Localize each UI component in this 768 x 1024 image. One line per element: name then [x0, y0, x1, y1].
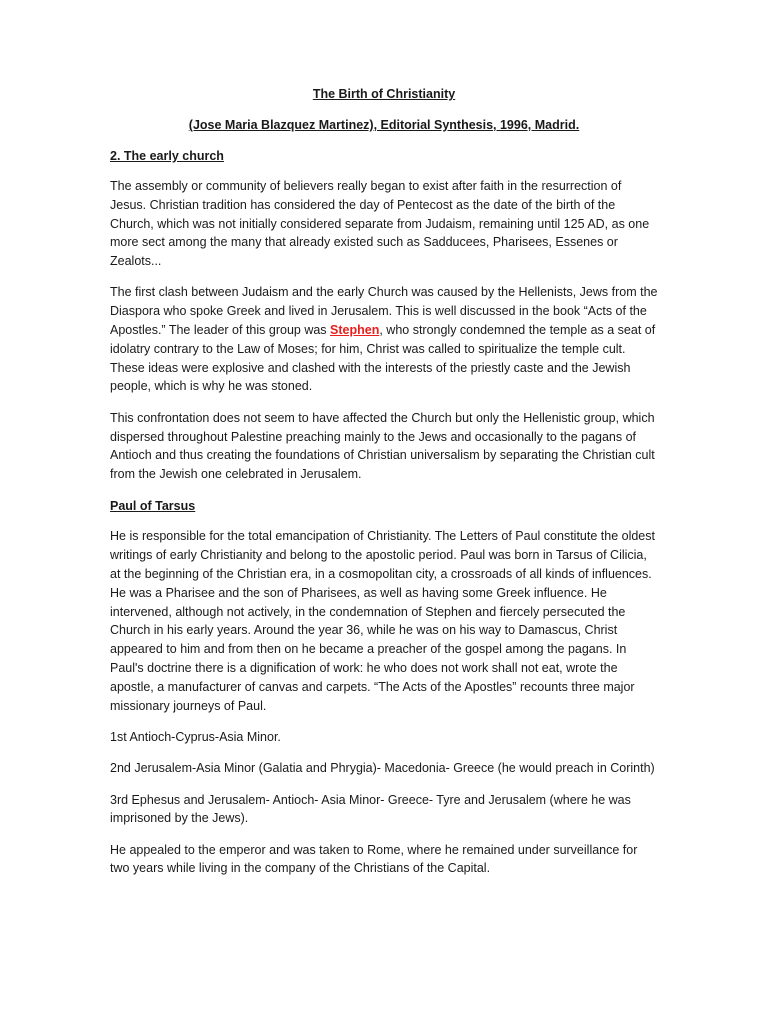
paragraph-first-clash-text-before: The first clash between Judaism and the early Church was caused by the Hellenists, Jews from the Diaspora who spoke Greek and lived in Jerusalem. This is well discussed in the book “Acts of the Apostles.” The leader of this group was [110, 285, 658, 338]
paragraph-rome: He appealed to the emperor and was taken to Rome, where he remained under surveillance for two years while living in the company of the Christians of the Capital. [110, 842, 638, 876]
section-heading-paul-of-tarsus: Paul of Tarsus [110, 499, 196, 514]
journey-first: 1st Antioch-Cyprus-Asia Minor. [110, 729, 281, 744]
stephen-link[interactable]: Stephen [330, 323, 380, 338]
paragraph-first-clash [110, 283, 658, 396]
journey-third: 3rd Ephesus and Jerusalem- Antioch- Asia Minor- Greece- Tyre and Jerusalem (where he was imprisoned by the Jews). [110, 792, 631, 826]
paragraph-paul-emancipation: He is responsible for the total emancipation of Christianity. The Letters of Paul constitute the oldest writings of early Christianity and belong to the apostolic period. Paul was born in Tarsus of Cilicia, at the beginning of the Christian era, in a cosmopolitan city, a crossroads of all kinds of influences. He was a Pharisee and the son of Pharisees, as well as having some Greek influence. He intervened, although not actively, in the condemnation of Stephen and fiercely persecuted the Church in his early years. Around the year 36, while he was on his way to Damascus, Christ appeared to him and from then on he became a preacher of the gospel among the pagans. In Paul's doctrine there is a dignification of work: he who does not work shall not eat, wrote the apostle, a manufacturer of canvas and carpets. “The Acts of the Apostles” recounts three major missionary journeys of Paul. [110, 529, 655, 713]
document-title: The Birth of Christianity [312, 87, 456, 101]
section-heading-early-church: 2. The early church [110, 149, 224, 163]
paragraph-assembly: The assembly or community of believers really began to exist after faith in the resurrection of Jesus. Christian tradition has considered the day of Pentecost as the date of the birth of the Church, which was not initially considered separate from Judaism, remaining until 125 AD, as one more sect among the many that already existed such as Sadducees, Pharisees, Essenes or Zealots... [110, 179, 650, 269]
paragraph-confrontation: This confrontation does not seem to have affected the Church but only the Hellenistic group, which dispersed throughout Palestine preaching mainly to the Jews and occasionally to the pagans of Antioch and thus creating the foundations of Christian universalism by separating the Christian cult from the Jewish one celebrated in Jerusalem. [110, 410, 655, 482]
journey-second: 2nd Jerusalem-Asia Minor (Galatia and Phrygia)- Macedonia- Greece (he would preach in Corinth) [110, 761, 655, 776]
document-page [110, 84, 658, 891]
document-citation: (Jose Maria Blazquez Martinez), Editorial Synthesis, 1996, Madrid. [188, 118, 580, 132]
paragraph-first-clash-text-after: , who strongly condemned the temple as a seat of idolatry contrary to the Law of Moses; for him, Christ was called to spiritualize the temple cult. These ideas were explosive and clashed with the interests of the priestly caste and the Jewish people, which is why he was stoned. [110, 323, 656, 394]
